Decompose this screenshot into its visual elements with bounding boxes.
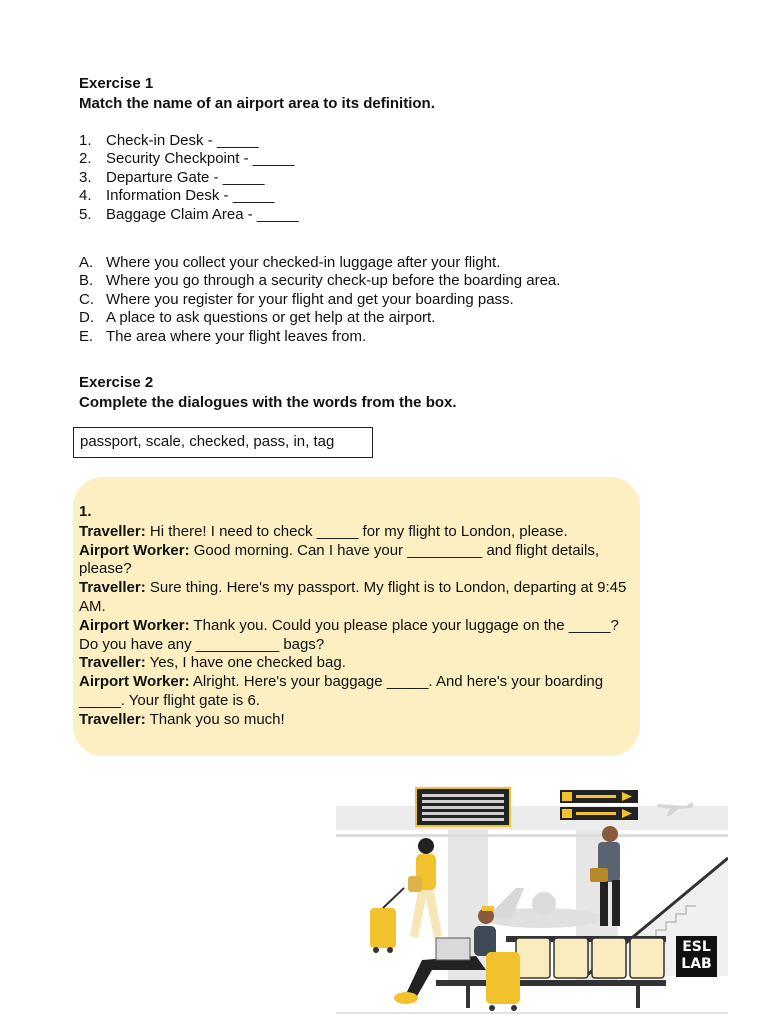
dialogue-line: Traveller: Thank you so much! bbox=[79, 710, 285, 728]
list-item: D. A place to ask questions or get help at the airport. bbox=[79, 309, 436, 327]
list-item: 3. Departure Gate - _____ bbox=[79, 168, 265, 186]
speaker-label: Traveller: bbox=[79, 522, 146, 540]
esl-lab-logo: ESL LAB bbox=[676, 936, 717, 977]
departure-board-icon bbox=[416, 788, 510, 826]
exercise-2-heading: Exercise 2 bbox=[79, 374, 154, 391]
speaker-label: Traveller: bbox=[79, 654, 146, 672]
speaker-label: Airport Worker: bbox=[79, 541, 190, 559]
dialogue-line: Traveller: Yes, I have one checked bag. bbox=[79, 654, 346, 672]
dialogue-number: 1. bbox=[79, 503, 92, 520]
exercise-1-instruction: Match the name of an airport area to its definition. bbox=[79, 95, 435, 112]
speaker-label: Traveller: bbox=[79, 579, 146, 597]
list-item: B. Where you go through a security check-up before the boarding area. bbox=[79, 272, 561, 290]
list-item: 4. Information Desk - _____ bbox=[79, 187, 275, 205]
airport-areas-list bbox=[79, 132, 299, 224]
traveller-woman-icon bbox=[370, 838, 442, 953]
dialogue-line: Airport Worker: Thank you. Could you please place your luggage on the _____? Do you have any __________ bags? bbox=[79, 616, 619, 653]
definitions-list bbox=[79, 254, 560, 346]
airport-illustration bbox=[336, 776, 728, 1016]
exercise-2-instruction: Complete the dialogues with the words from the box. bbox=[79, 394, 457, 411]
dialogue-line: Traveller: Sure thing. Here's my passport. My flight is to London, departing at 9:45 AM. bbox=[79, 579, 627, 615]
direction-sign-icon bbox=[560, 790, 638, 820]
speaker-label: Airport Worker: bbox=[79, 673, 190, 691]
dialogue-line: Airport Worker: Alright. Here's your baggage _____. And here's your boarding _____. Your flight gate is 6. bbox=[79, 673, 604, 709]
word-box: passport, scale, checked, pass, in, tag bbox=[73, 427, 373, 458]
list-item: E. The area where your flight leaves from. bbox=[79, 327, 367, 345]
speaker-label: Airport Worker: bbox=[79, 616, 190, 634]
exercise-1-heading: Exercise 1 bbox=[79, 75, 154, 92]
list-item: 2. Security Checkpoint - _____ bbox=[79, 150, 295, 168]
list-item: C. Where you register for your flight and get your boarding pass. bbox=[79, 290, 514, 308]
dialogue-line: Traveller: Hi there! I need to check _____ for my flight to London, please. bbox=[79, 522, 568, 540]
dialogue-line: Airport Worker: Good morning. Can I have your _________ and flight details, please? bbox=[79, 541, 600, 578]
list-item: 1. Check-in Desk - _____ bbox=[79, 132, 259, 149]
speaker-label: Traveller: bbox=[79, 710, 146, 728]
list-item: A. Where you collect your checked-in luggage after your flight. bbox=[79, 254, 501, 271]
list-item: 5. Baggage Claim Area - _____ bbox=[79, 205, 299, 223]
dialogue-box bbox=[73, 477, 640, 756]
